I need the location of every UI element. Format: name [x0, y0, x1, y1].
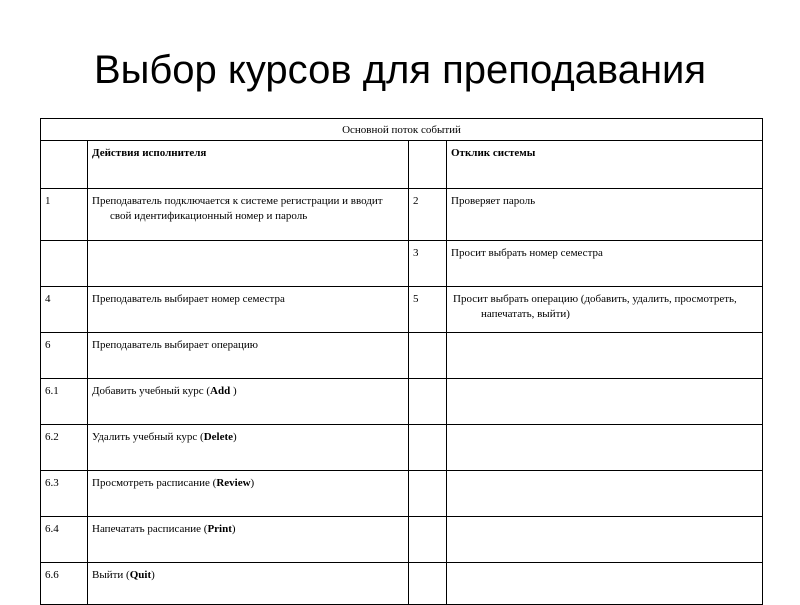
table-header: Основной поток событий [41, 119, 763, 141]
table-row [41, 287, 763, 333]
step-number [409, 471, 447, 517]
step-number: 6.2 [41, 425, 88, 471]
action-text: ) [233, 431, 237, 443]
cell-empty [409, 141, 447, 189]
step-number: 6.3 [41, 471, 88, 517]
cell-empty [41, 141, 88, 189]
step-number: 6.4 [41, 517, 88, 563]
action-text: Добавить учебный курс ( [92, 385, 211, 397]
step-number [409, 563, 447, 605]
main-flow-table [40, 118, 763, 605]
system-response [447, 471, 763, 517]
step-number: 3 [409, 241, 447, 287]
action-text: Напечатать расписание ( [92, 523, 208, 535]
actor-action [88, 379, 409, 425]
action-text: Просмотреть расписание ( [92, 477, 217, 489]
col-header-system: Отклик системы [447, 141, 763, 189]
action-text: ) [230, 385, 237, 397]
actor-action: Преподаватель выбирает операцию [88, 333, 409, 379]
system-response [447, 517, 763, 563]
step-number [409, 517, 447, 563]
action-text: ) [151, 569, 155, 581]
table-row [41, 471, 763, 517]
action-text: Выйти ( [92, 569, 130, 581]
command-keyword: Print [207, 523, 232, 535]
step-number: 1 [41, 189, 88, 241]
actor-action [88, 471, 409, 517]
step-number: 5 [409, 287, 447, 333]
actor-action [88, 241, 409, 287]
table-header-row [41, 119, 763, 141]
actor-action [88, 425, 409, 471]
system-response [447, 425, 763, 471]
step-number: 6.6 [41, 563, 88, 605]
system-response: Проверяет пароль [447, 189, 763, 241]
action-text: Удалить учебный курс ( [92, 431, 204, 443]
table-row [41, 241, 763, 287]
command-keyword: Quit [129, 569, 152, 581]
system-response: Просит выбрать операцию (добавить, удалить, просмотреть, напечатать, выйти) [447, 287, 763, 333]
command-keyword: Delete [203, 431, 233, 443]
table-row [41, 379, 763, 425]
col-header-actor: Действия исполнителя [88, 141, 409, 189]
slide-title: Выбор курсов для преподавания [93, 48, 707, 92]
actor-action: Преподаватель подключается к системе регистрации и вводит свой идентификационный номер и пароль [88, 189, 409, 241]
actor-action [88, 563, 409, 605]
system-response [447, 379, 763, 425]
table-row [41, 563, 763, 605]
action-text: ) [231, 523, 236, 535]
table-row [41, 189, 763, 241]
actor-action: Преподаватель выбирает номер семестра [88, 287, 409, 333]
step-number [409, 333, 447, 379]
system-response [447, 563, 763, 605]
table-row [41, 425, 763, 471]
system-response [447, 333, 763, 379]
command-keyword: Add [210, 385, 231, 397]
actor-action [88, 517, 409, 563]
step-number [409, 379, 447, 425]
action-text: ) [250, 477, 255, 489]
step-number: 4 [41, 287, 88, 333]
column-header-row [41, 141, 763, 189]
step-number: 2 [409, 189, 447, 241]
table-row [41, 333, 763, 379]
system-response: Просит выбрать номер семестра [447, 241, 763, 287]
step-number [41, 241, 88, 287]
step-number: 6.1 [41, 379, 88, 425]
command-keyword: Review [216, 477, 251, 489]
step-number: 6 [41, 333, 88, 379]
table-row [41, 517, 763, 563]
step-number [409, 425, 447, 471]
